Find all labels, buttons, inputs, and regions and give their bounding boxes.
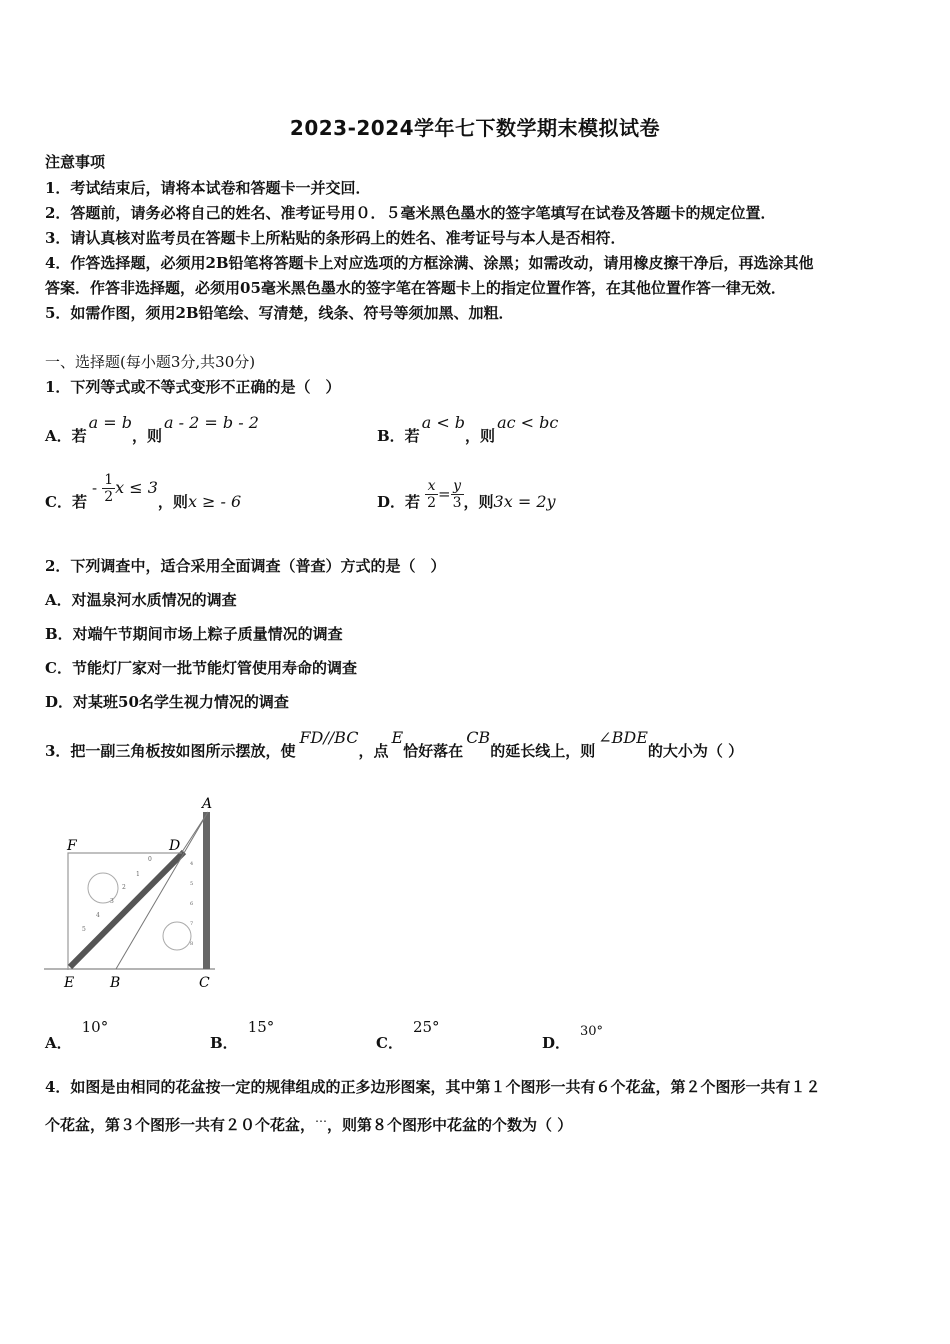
q1-a-label: A．若 [45,427,87,445]
section-heading: 一、选择题(每小题3分,共30分) [45,353,256,371]
q3-option-d [542,1019,604,1052]
side-mark-6: 6 [190,901,194,907]
q3-math-e: E [391,728,404,747]
q1-c-result: x ≥ - 6 [187,492,242,511]
q3-b-value: 15° [247,1018,275,1036]
q3-text-5: 的大小为（ ） [647,742,744,760]
q4-line-1: 4．如图是由相同的花盆按一定的规律组成的正多边形图案，其中第１个图形一共有６个花盆，第２个图形一共有１２ [45,1078,821,1096]
bar-ac [203,812,210,969]
q1-c-numerator: 1 [104,472,114,488]
q2-option-b: B．对端午节期间市场上粽子质量情况的调查 [45,625,343,643]
q3-d-label: D． [542,1034,571,1052]
q1-d-then: ，则 [463,493,494,511]
q1-d-fraction-x [425,478,438,511]
q1-d-label: D．若 [377,493,421,511]
q1-c-denominator: 2 [104,489,114,505]
q1-c-fraction [102,472,115,505]
q3-math-angle-bde: ∠BDE [598,728,648,747]
ruler-mark-4: 4 [96,912,100,919]
side-mark-4: 4 [190,861,194,867]
q1-a-then: ，则 [132,427,163,445]
q1-a-result: a - 2 = b - 2 [164,413,259,432]
q3-option-a [45,1016,109,1052]
q1-d-den-2: 2 [427,495,437,511]
q1-option-d [377,478,556,511]
q3-text-1: 3．把一副三角板按如图所示摆放，使 [45,742,296,760]
q1-d-fraction-y [451,478,464,511]
q1-option-c [45,472,242,511]
notice-item-1: 1．考试结束后，请将本试卷和答题卡一并交回． [45,179,371,197]
q3-option-b [210,1016,275,1052]
q3-option-c [376,1016,440,1052]
label-c: C [199,975,210,991]
q1-b-condition: a < b [421,413,466,432]
q3-figure [40,790,230,1000]
q1-c-then: ，则 [157,493,188,511]
q2-stem: 2．下列调查中，适合采用全面调查（普查）方式的是（ ） [45,557,446,575]
q3-text-3: 恰好落在 [403,742,464,760]
q2-option-c: C．节能灯厂家对一批节能灯管使用寿命的调查 [45,659,357,677]
q2-option-a: A．对温泉河水质情况的调查 [45,591,237,609]
q1-c-condition: x ≤ 3 [115,478,158,497]
q3-text-4: 的延长线上，则 [490,742,596,760]
notice-item-4: 4．作答选择题，必须用2B铅笔将答题卡上对应选项的方框涂满、涂黑；如需改动，请用橡皮擦干净后，再选涂其他 [45,254,814,272]
q1-d-num-y: y [451,478,464,495]
q1-d-num-x: x [425,478,438,495]
q3-math-cb: CB [466,728,491,747]
notice-item-5: 5．如需作图，须用2B铅笔绘、写清楚，线条、符号等须加黑、加粗． [45,304,514,322]
q3-c-label: C． [376,1034,403,1052]
ruler-mark-1: 1 [136,871,140,878]
set-square-hole-2 [163,921,194,950]
label-b: B [110,975,121,991]
q1-option-b [377,412,559,445]
q1-d-equals: = [438,485,451,503]
q3-stem [45,727,744,760]
q1-d-result: 3x = 2y [493,492,556,511]
q1-b-label: B．若 [377,427,420,445]
label-a: A [202,796,213,812]
q1-a-condition: a = b [88,413,132,432]
q1-d-den-3: 3 [452,495,462,511]
q2-option-d: D．对某班50名学生视力情况的调查 [45,693,289,711]
q1-stem: 1．下列等式或不等式变形不正确的是（ ） [45,378,341,396]
q1-c-label: C．若 [45,493,87,511]
label-e: E [64,975,75,991]
side-mark-8: 8 [190,941,194,947]
q3-d-value: 30° [580,1024,604,1039]
q3-c-value: 25° [412,1018,440,1036]
q1-c-minus: - [92,479,98,497]
q3-b-label: B． [210,1034,238,1052]
notice-item-3: 3．请认真核对监考员在答题卡上所粘贴的条形码上的姓名、准考证号与本人是否相符． [45,229,626,247]
q4-line-2-a: 个花盆，第３个图形一共有２０个花盆， [45,1116,316,1134]
q3-text-2: ，点 [358,742,389,760]
q4-line-2-b: ，则第８个图形中花盆的个数为（ ） [327,1116,573,1134]
q1-b-then: ，则 [465,427,496,445]
label-d: D [169,838,181,854]
line-ab [116,812,208,969]
notice-item-4-cont: 答案．作答非选择题，必须用05毫米黑色墨水的签字笔在答题卡上的指定位置作答，在其他位置作答一律无效． [45,279,786,297]
q1-b-result: ac < bc [497,413,559,432]
label-f: F [67,838,77,854]
ruler-mark-2: 2 [122,884,126,891]
ruler-mark-5: 5 [82,926,86,933]
ruler-mark-3: 3 [110,898,114,905]
q4-line-2 [45,1115,572,1135]
q3-math-fd-parallel-bc: FD//BC [299,728,359,747]
q1-option-a [45,412,259,445]
q3-a-value: 10° [81,1018,109,1036]
side-mark-7: 7 [190,921,194,927]
notice-heading: 注意事项 [45,153,106,171]
side-mark-5: 5 [190,881,194,887]
ruler-mark-0: 0 [148,856,152,863]
page-title: 2023-2024学年七下数学期末模拟试卷 [289,116,661,140]
notice-item-2: 2．答题前，请务必将自己的姓名、准考证号用０．５毫米黑色墨水的签字笔填写在试卷及答题卡的规定位置． [45,204,776,222]
q3-a-label: A． [45,1034,72,1052]
q4-ellipsis: ⋯ [315,1114,328,1128]
